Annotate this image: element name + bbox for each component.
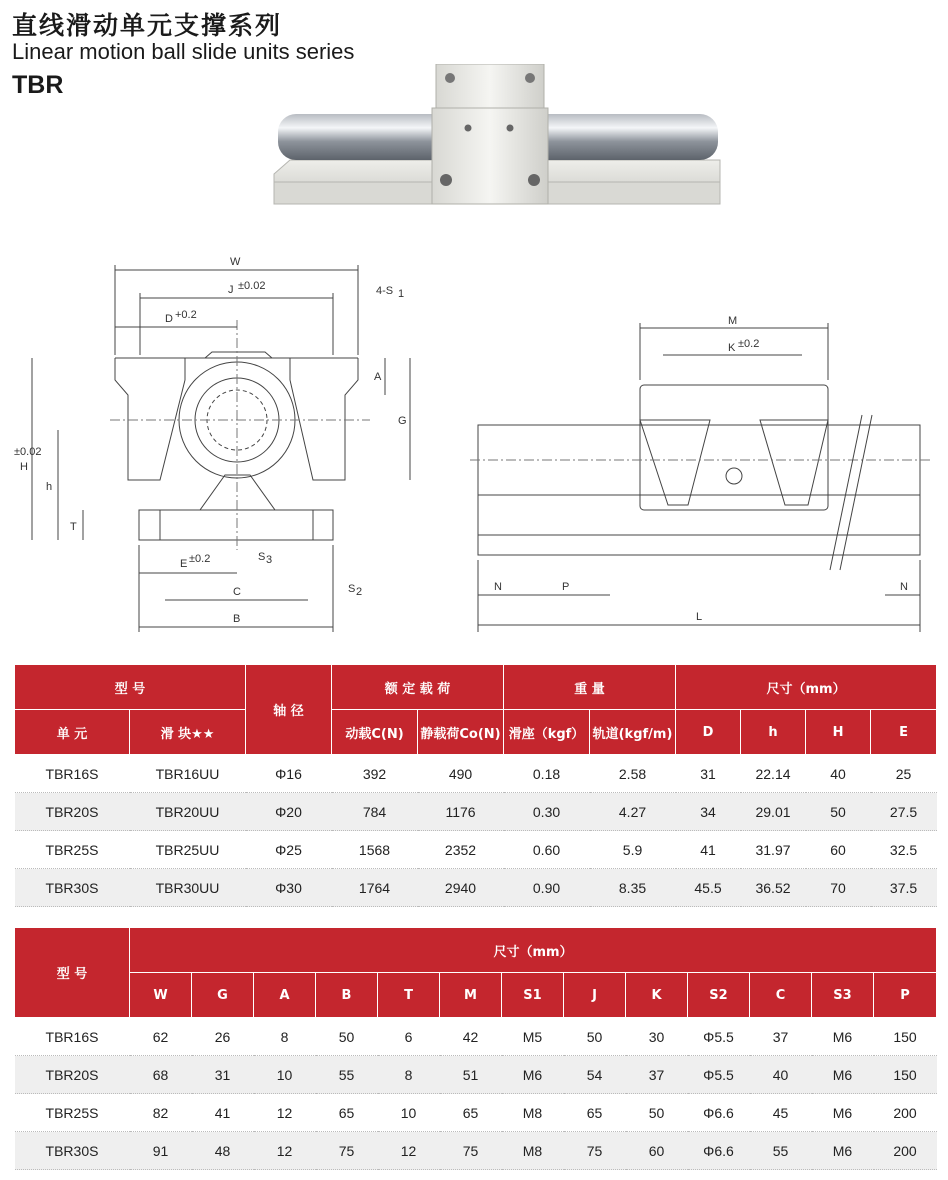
dim-P: P <box>562 581 570 593</box>
cell: 91 <box>130 1132 192 1170</box>
cell: 0.30 <box>504 793 590 831</box>
cell: 6 <box>378 1018 440 1056</box>
cell: 37 <box>750 1018 812 1056</box>
th-J: J <box>564 973 626 1018</box>
cell: Φ16 <box>246 755 332 793</box>
cell: 41 <box>192 1094 254 1132</box>
cell: 0.90 <box>504 869 590 907</box>
cell: 0.18 <box>504 755 590 793</box>
cell: 40 <box>806 755 871 793</box>
cell: 0.60 <box>504 831 590 869</box>
dim-S3: S <box>258 551 266 563</box>
th-block: 滑 块★★ <box>130 710 246 755</box>
cell: M6 <box>812 1094 874 1132</box>
cell: 55 <box>750 1132 812 1170</box>
dim-H-tol: ±0.02 <box>14 446 42 458</box>
th-A: A <box>254 973 316 1018</box>
th-unit: 单 元 <box>15 710 130 755</box>
cell: M8 <box>502 1132 564 1170</box>
cell: 82 <box>130 1094 192 1132</box>
cell: 50 <box>316 1018 378 1056</box>
table-row <box>15 793 937 831</box>
title-english: Linear motion ball slide units series <box>12 39 355 64</box>
front-view <box>32 265 410 632</box>
cell: 2.58 <box>590 755 676 793</box>
cell: TBR30S <box>15 1132 130 1170</box>
cell: TBR25S <box>15 1094 130 1132</box>
th-weight-rail: 轨道(kgf/m) <box>590 710 676 755</box>
cell: 41 <box>676 831 741 869</box>
cell: 65 <box>440 1094 502 1132</box>
cell: 50 <box>806 793 871 831</box>
th-rated-load: 额 定 载 荷 <box>332 665 504 710</box>
dim-K-tol: ±0.2 <box>738 338 760 350</box>
th-T: T <box>378 973 440 1018</box>
technical-drawing <box>0 240 948 640</box>
th-C: C <box>750 973 812 1018</box>
cell: 2352 <box>418 831 504 869</box>
cell: M6 <box>812 1018 874 1056</box>
th-K: K <box>626 973 688 1018</box>
cell: 200 <box>874 1132 937 1170</box>
cell: 75 <box>440 1132 502 1170</box>
th-shaft: 轴 径 <box>246 665 332 755</box>
th-H: H <box>806 710 871 755</box>
dim-h: h <box>46 481 53 493</box>
cell: 50 <box>564 1018 626 1056</box>
th-weight: 重 量 <box>504 665 676 710</box>
dim-D-tol: +0.2 <box>175 309 197 321</box>
cell: TBR25S <box>15 831 130 869</box>
cell: 29.01 <box>741 793 806 831</box>
dim-D: D <box>165 313 173 325</box>
th-h: h <box>741 710 806 755</box>
cell: Φ30 <box>246 869 332 907</box>
table-row <box>15 1094 937 1132</box>
cell: 60 <box>626 1132 688 1170</box>
th-S2: S2 <box>688 973 750 1018</box>
dim-G: G <box>398 415 407 427</box>
th-dims: 尺寸（mm） <box>130 928 937 973</box>
cell: 40 <box>750 1056 812 1094</box>
cell: 31 <box>192 1056 254 1094</box>
th-model: 型 号 <box>15 665 246 710</box>
cell: 10 <box>254 1056 316 1094</box>
cell: 10 <box>378 1094 440 1132</box>
cell: Φ25 <box>246 831 332 869</box>
cell: Φ5.5 <box>688 1018 750 1056</box>
cell: 4.27 <box>590 793 676 831</box>
th-B: B <box>316 973 378 1018</box>
th-S1: S1 <box>502 973 564 1018</box>
cell: M6 <box>812 1056 874 1094</box>
cell: 490 <box>418 755 504 793</box>
cell: TBR20S <box>15 1056 130 1094</box>
cell: 37 <box>626 1056 688 1094</box>
th-E: E <box>871 710 937 755</box>
cell: Φ20 <box>246 793 332 831</box>
cell: 22.14 <box>741 755 806 793</box>
cell: 75 <box>564 1132 626 1170</box>
dim-A: A <box>374 371 382 383</box>
dim-S1: 4-S <box>376 285 394 297</box>
th-P: P <box>874 973 937 1018</box>
cell: 55 <box>316 1056 378 1094</box>
cell: M8 <box>502 1094 564 1132</box>
title-chinese: 直线滑动单元支撑系列 <box>12 11 283 40</box>
cell: 150 <box>874 1018 937 1056</box>
cell: M6 <box>502 1056 564 1094</box>
cell: 8 <box>378 1056 440 1094</box>
cell: 1764 <box>332 869 418 907</box>
cell: 5.9 <box>590 831 676 869</box>
th-weight-block: 滑座（kgf） <box>504 710 590 755</box>
dim-S2-sub: 2 <box>356 586 363 598</box>
cell: 45.5 <box>676 869 741 907</box>
dim-S1-sub: 1 <box>398 288 405 300</box>
dim-K: K <box>728 342 736 354</box>
model-code: TBR <box>12 71 64 99</box>
table-row <box>15 1056 937 1094</box>
cell: 70 <box>806 869 871 907</box>
cell: 65 <box>564 1094 626 1132</box>
cell: Φ5.5 <box>688 1056 750 1094</box>
th-dims: 尺寸（mm） <box>676 665 937 710</box>
cell: TBR20S <box>15 793 130 831</box>
table-row <box>15 831 937 869</box>
table-row <box>15 755 937 793</box>
cell: TBR25UU <box>130 831 246 869</box>
th-model: 型 号 <box>15 928 130 1018</box>
dim-T: T <box>70 521 77 533</box>
cell: 48 <box>192 1132 254 1170</box>
side-view <box>470 323 930 632</box>
cell: 37.5 <box>871 869 937 907</box>
table-row <box>15 1132 937 1170</box>
cell: 31 <box>676 755 741 793</box>
dim-S2: S <box>348 583 356 595</box>
cell: 26 <box>192 1018 254 1056</box>
cell: 8.35 <box>590 869 676 907</box>
spec-table-loads <box>14 664 937 907</box>
cell: 50 <box>626 1094 688 1132</box>
cell: 27.5 <box>871 793 937 831</box>
cell: 200 <box>874 1094 937 1132</box>
cell: TBR16S <box>15 755 130 793</box>
cell: 12 <box>254 1132 316 1170</box>
th-W: W <box>130 973 192 1018</box>
spec-table-dimensions <box>14 927 937 1170</box>
dim-W: W <box>230 256 241 268</box>
dim-M: M <box>728 315 738 327</box>
th-S3: S3 <box>812 973 874 1018</box>
cell: 42 <box>440 1018 502 1056</box>
table-row <box>15 869 937 907</box>
cell: 75 <box>316 1132 378 1170</box>
cell: 32.5 <box>871 831 937 869</box>
cell: Φ6.6 <box>688 1132 750 1170</box>
table-row <box>15 1018 937 1056</box>
dim-E: E <box>180 558 188 570</box>
cell: 45 <box>750 1094 812 1132</box>
cell: TBR30UU <box>130 869 246 907</box>
cell: 12 <box>378 1132 440 1170</box>
dim-C: C <box>233 586 241 598</box>
dim-J-tol: ±0.02 <box>238 280 266 292</box>
cell: 65 <box>316 1094 378 1132</box>
dim-H: H <box>20 461 28 473</box>
cell: M5 <box>502 1018 564 1056</box>
cell: 68 <box>130 1056 192 1094</box>
cell: 25 <box>871 755 937 793</box>
cell: 8 <box>254 1018 316 1056</box>
th-dynamic: 动载C(N) <box>332 710 418 755</box>
cell: 60 <box>806 831 871 869</box>
cell: M6 <box>812 1132 874 1170</box>
cell: 62 <box>130 1018 192 1056</box>
cell: 51 <box>440 1056 502 1094</box>
cell: 392 <box>332 755 418 793</box>
th-static: 静载荷Co(N) <box>418 710 504 755</box>
th-M: M <box>440 973 502 1018</box>
cell: 1568 <box>332 831 418 869</box>
cell: TBR16UU <box>130 755 246 793</box>
dim-N-right: N <box>900 581 908 593</box>
product-photo <box>268 64 724 212</box>
th-D: D <box>676 710 741 755</box>
cell: TBR16S <box>15 1018 130 1056</box>
cell: 34 <box>676 793 741 831</box>
cell: 784 <box>332 793 418 831</box>
cell: TBR30S <box>15 869 130 907</box>
cell: 150 <box>874 1056 937 1094</box>
dim-E-tol: ±0.2 <box>189 553 211 565</box>
cell: 36.52 <box>741 869 806 907</box>
cell: TBR20UU <box>130 793 246 831</box>
cell: 2940 <box>418 869 504 907</box>
cell: 1176 <box>418 793 504 831</box>
cell: Φ6.6 <box>688 1094 750 1132</box>
dim-N-left: N <box>494 581 502 593</box>
dim-S3-sub: 3 <box>266 554 273 566</box>
dim-J: J <box>228 284 234 296</box>
cell: 54 <box>564 1056 626 1094</box>
cell: 31.97 <box>741 831 806 869</box>
dim-B: B <box>233 613 241 625</box>
cell: 30 <box>626 1018 688 1056</box>
dim-L: L <box>696 611 703 623</box>
cell: 12 <box>254 1094 316 1132</box>
th-G: G <box>192 973 254 1018</box>
